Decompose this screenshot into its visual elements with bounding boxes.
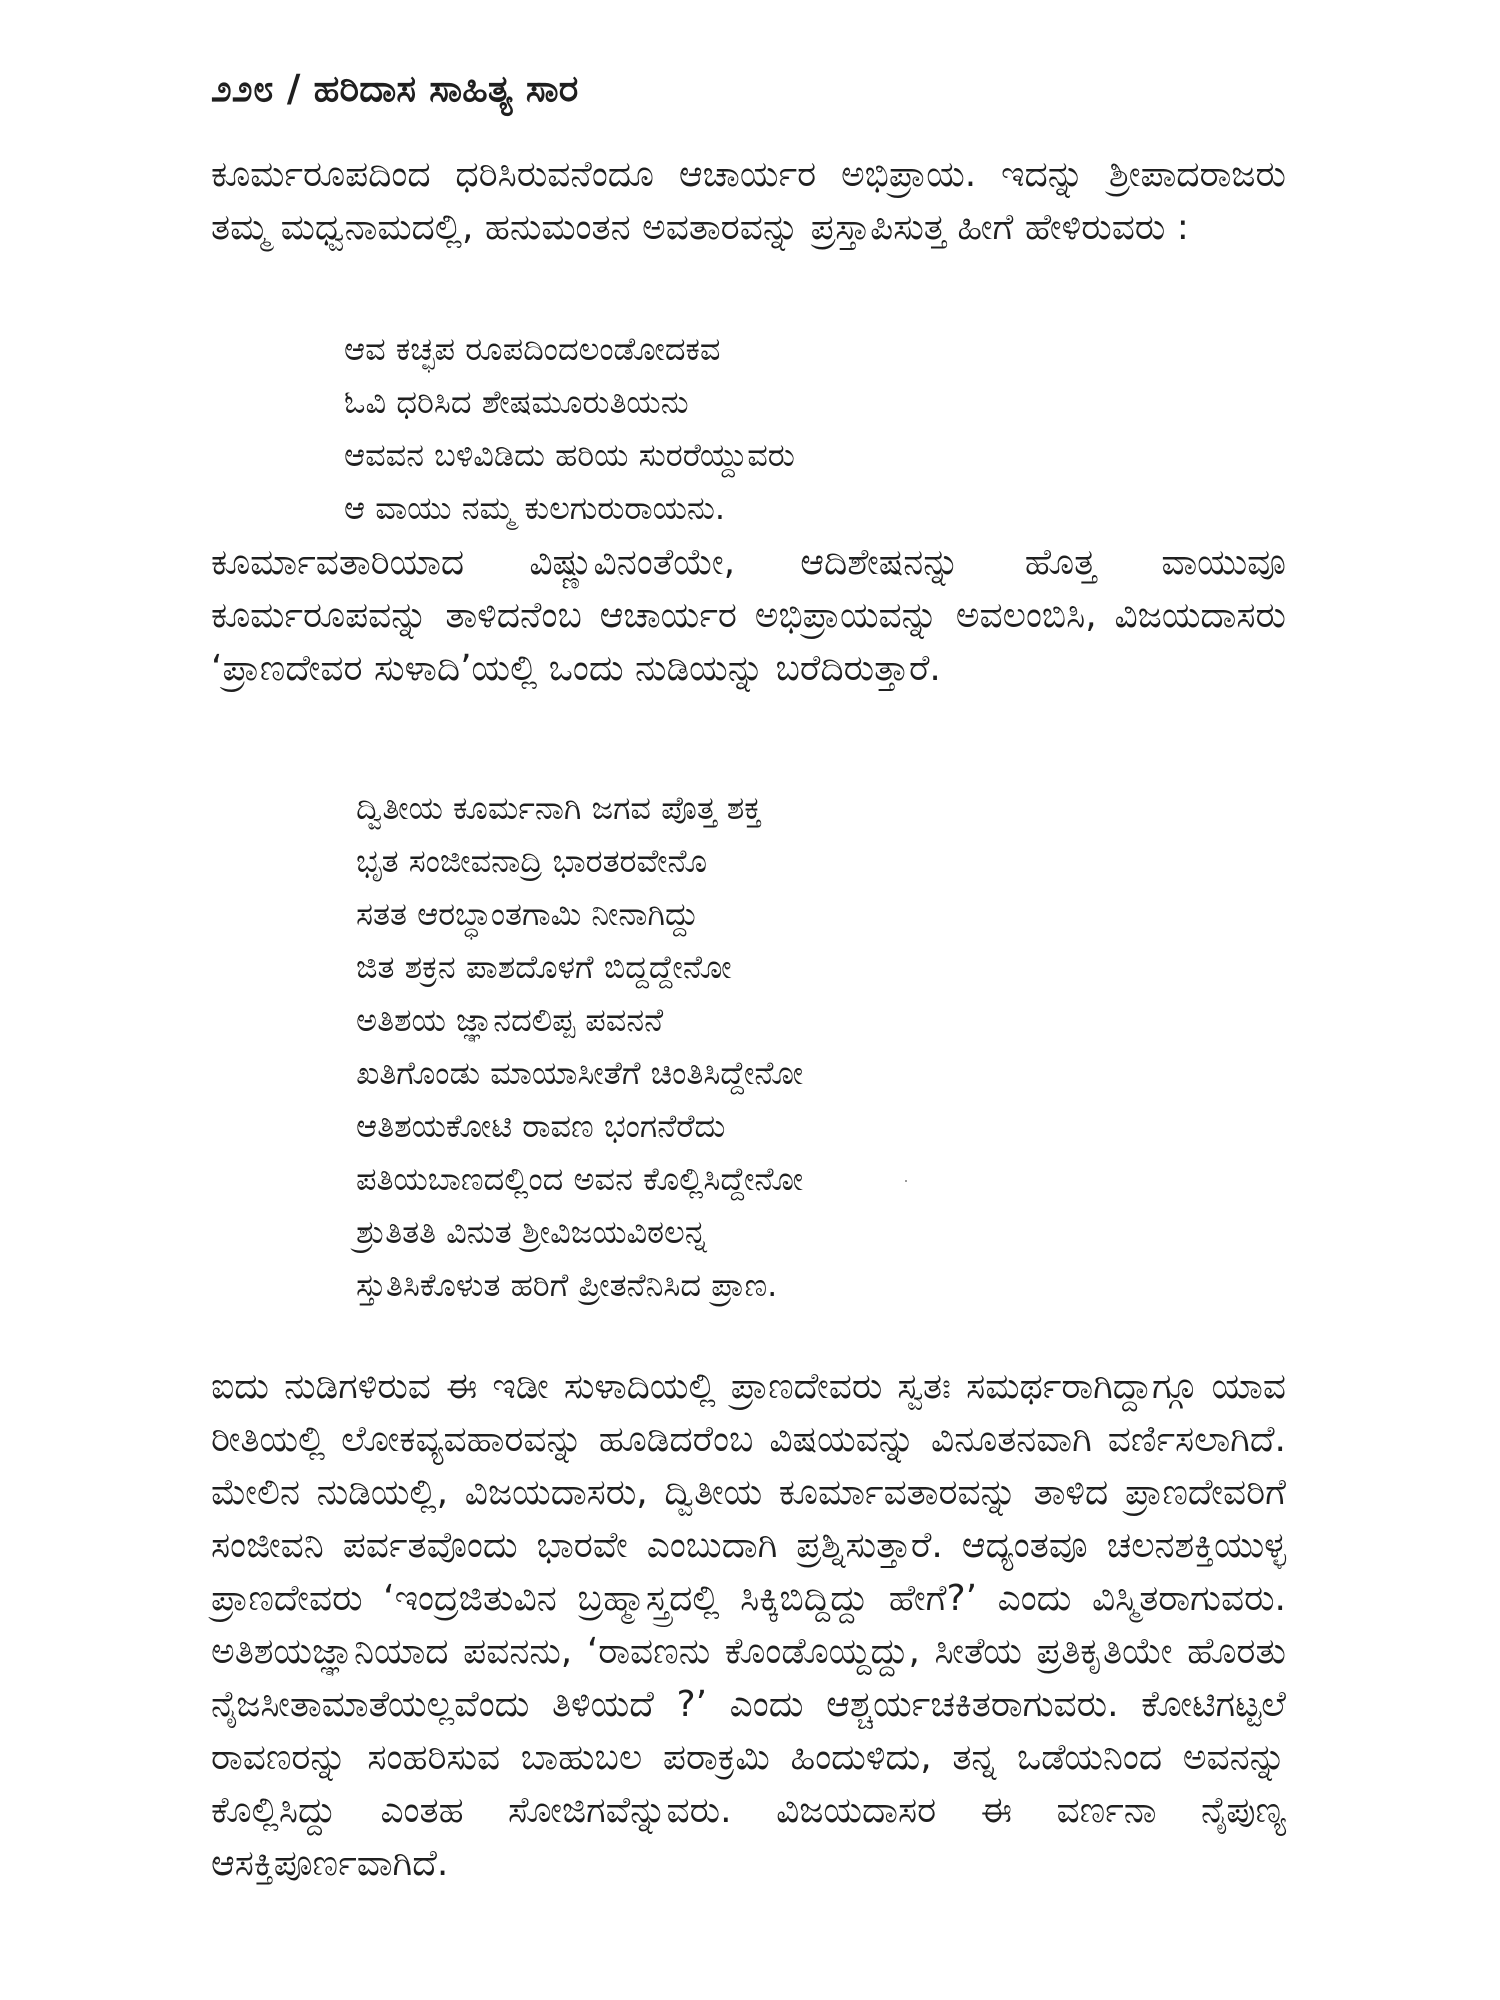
paragraph-3: ಐದು ನುಡಿಗಳಿರುವ ಈ ಇಡೀ ಸುಳಾದಿಯಲ್ಲಿ ಪ್ರಾಣದೇವರು ಸ್ವತಃ ಸಮರ್ಥರಾಗಿದ್ದಾಗ್ಗೂ ಯಾವ ರೀತಿಯಲ್ಲಿ ಲೋಕವ್ಯವಹಾರವನ್ನು ಹೂಡಿದರೆಂಬ ವಿಷಯವನ್ನು ವಿನೂತನವಾಗಿ ವರ್ಣಿಸಲಾಗಿದೆ. ಮೇಲಿನ ನುಡಿಯಲ್ಲಿ, ವಿಜಯದಾಸರು, ದ್ವಿತೀಯ ಕೂರ್ಮಾವತಾರವನ್ನು ತಾಳಿದ ಪ್ರಾಣದೇವರಿಗೆ ಸಂಜೀವನಿ ಪರ್ವತವೊಂದು ಭಾರವೇ ಎಂಬುದಾಗಿ ಪ್ರಶ್ನಿಸುತ್ತಾರೆ. ಆದ್ಯಂತವೂ ಚಲನಶಕ್ತಿಯುಳ್ಳ ಪ್ರಾಣದೇವರು ‘ಇಂದ್ರಜಿತುವಿನ ಬ್ರಹ್ಮಾಸ್ತ್ರದಲ್ಲಿ ಸಿಕ್ಕಿಬಿದ್ದಿದ್ದು ಹೇಗೆ?’ ಎಂದು ವಿಸ್ಮಿತರಾಗುವರು. ಅತಿಶಯಜ್ಞಾನಿಯಾದ ಪವನನು, ‘ರಾವಣನು ಕೊಂಡೊಯ್ದದ್ದು, ಸೀತೆಯ ಪ್ರತಿಕೃತಿಯೇ ಹೊರತು ನೈಜಸೀತಾಮಾತೆಯಲ್ಲವೆಂದು ತಿಳಿಯದೆ ?’ ಎಂದು ಆಶ್ಚರ್ಯಚಕಿತರಾಗುವರು. ಕೋಟಿಗಟ್ಟಲೆ ರಾವಣರನ್ನು ಸಂಹರಿಸುವ ಬಾಹುಬಲ ಪರಾಕ್ರಮಿ ಹಿಂದುಳಿದು, ತನ್ನ ಒಡೆಯನಿಂದ ಅವನನ್ನು ಕೊಲ್ಲಿಸಿದ್ದು ಎಂತಹ ಸೋಜಿಗವೆನ್ನುವರು. ವಿಜಯದಾಸರ ಈ ವರ್ಣನಾ ನೈಪುಣ್ಯ ಆಸಕ್ತಿಪೂರ್ಣವಾಗಿದೆ.: [211, 1366, 1286, 1884]
verse2-line-5: ಅತಿಶಯ ಜ್ಞಾನದಲಿಪ್ಪ ಪವನನೆ: [356, 1001, 664, 1039]
verse2-line-6: ಖತಿಗೊಂಡು ಮಾಯಾಸೀತೆಗೆ ಚಿಂತಿಸಿದ್ದೇನೋ: [356, 1054, 804, 1092]
verse2-line-2: ಭೃತ ಸಂಜೀವನಾದ್ರಿ ಭಾರತರವೇನೊ: [356, 842, 708, 880]
verse1-line-2: ಓವಿ ಧರಿಸಿದ ಶೇಷಮೂರುತಿಯನು: [344, 383, 689, 421]
verse2-line-7: ಆತಿಶಯಕೋಟಿ ರಾವಣ ಭಂಗನೆರೆದು: [356, 1107, 726, 1145]
verse2-line-8: ಪತಿಯಬಾಣದಲ್ಲಿಂದ ಅವನ ಕೊಲ್ಲಿಸಿದ್ದೇನೋ: [356, 1160, 804, 1198]
verse2-line-9: ಶ್ರುತಿತತಿ ವಿನುತ ಶ್ರೀವಿಜಯವಿಠಲನ್ನ: [356, 1213, 707, 1251]
verse1-line-3: ಆವವನ ಬಳಿವಿಡಿದು ಹರಿಯ ಸುರರೆಯ್ದುವರು: [344, 436, 795, 474]
paragraph-2: ಕೂರ್ಮಾವತಾರಿಯಾದ ವಿಷ್ಣುವಿನಂತೆಯೇ, ಆದಿಶೇಷನನ್ನು ಹೊತ್ತ ವಾಯುವೂ ಕೂರ್ಮರೂಪವನ್ನು ತಾಳಿದನೆಂಬ ಆಚಾರ್ಯರ ಅಭಿಪ್ರಾಯವನ್ನು ಅವಲಂಬಿಸಿ, ವಿಜಯದಾಸರು ‘ಪ್ರಾಣದೇವರ ಸುಳಾದಿ’ಯಲ್ಲಿ ಒಂದು ನುಡಿಯನ್ನು ಬರೆದಿರುತ್ತಾರೆ.: [211, 542, 1286, 689]
paragraph-1: ಕೂರ್ಮರೂಪದಿಂದ ಧರಿಸಿರುವನೆಂದೂ ಆಚಾರ್ಯರ ಅಭಿಪ್ರಾಯ. ಇದನ್ನು ಶ್ರೀಪಾದರಾಜರು ತಮ್ಮ ಮಧ್ವನಾಮದಲ್ಲಿ, ಹನುಮಂತನ ಅವತಾರವನ್ನು ಪ್ರಸ್ತಾಪಿಸುತ್ತ ಹೀಗೆ ಹೇಳಿರುವರು :: [211, 154, 1286, 248]
verse-block-1: [344, 323, 1124, 535]
verse1-line-4: ಆ ವಾಯು ನಮ್ಮ ಕುಲಗುರುರಾಯನು.: [344, 489, 726, 527]
verse2-line-3: ಸತತ ಆರಬ್ಧಾಂತಗಾಮಿ ನೀನಾಗಿದ್ದು: [356, 895, 699, 933]
page-header: ೨೨೮ / ಹರಿದಾಸ ಸಾಹಿತ್ಯ ಸಾರ: [211, 67, 579, 110]
verse-block-2: [356, 782, 1116, 1312]
verse2-line-10: ಸ್ತುತಿಸಿಕೊಳುತ ಹರಿಗೆ ಪ್ರೀತನೆನಿಸಿದ ಪ್ರಾಣ.: [356, 1266, 778, 1304]
verse2-line-4: ಜಿತ ಶಕ್ರನ ಪಾಶದೊಳಗೆ ಬಿದ್ದದ್ದೇನೋ: [356, 948, 732, 986]
ink-speck: [905, 1180, 907, 1182]
verse1-line-1: ಆವ ಕಚ್ಛಪ ರೂಪದಿಂದಲಂಡೋದಕವ: [344, 330, 721, 368]
verse2-line-1: ದ್ವಿತೀಯ ಕೂರ್ಮನಾಗಿ ಜಗವ ಪೊತ್ತ ಶಕ್ತ: [356, 789, 762, 827]
